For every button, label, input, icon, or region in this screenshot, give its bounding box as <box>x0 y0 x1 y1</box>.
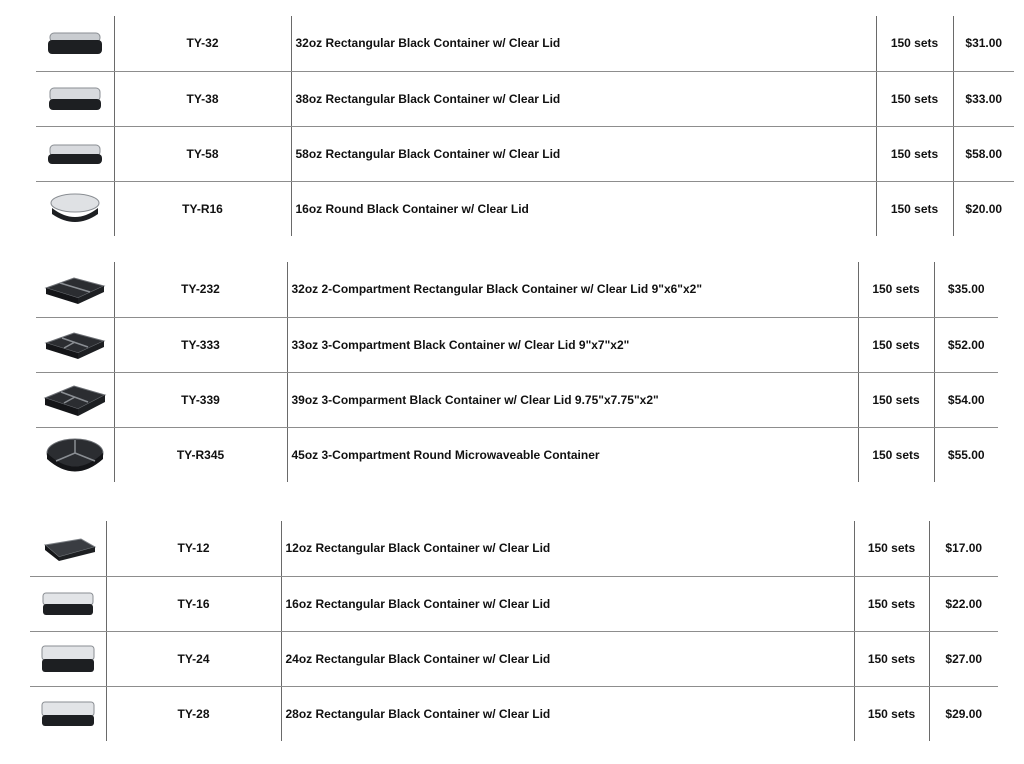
product-description: 32oz Rectangular Black Container w/ Clear Lid <box>291 16 876 71</box>
rect-container-icon <box>44 146 106 160</box>
table-row <box>30 631 998 686</box>
product-image-cell <box>36 71 114 126</box>
product-quantity: 150 sets <box>854 631 929 686</box>
rect-container-icon <box>44 91 106 105</box>
product-quantity: 150 sets <box>858 262 934 317</box>
table-row <box>36 181 1014 236</box>
product-description: 28oz Rectangular Black Container w/ Clear Lid <box>281 686 854 741</box>
product-image-cell <box>30 686 106 741</box>
product-code: TY-16 <box>106 576 281 631</box>
product-quantity: 150 sets <box>876 16 953 71</box>
product-price: $29.00 <box>929 686 998 741</box>
product-image-cell <box>36 427 114 482</box>
product-code: TY-232 <box>114 262 287 317</box>
product-price: $20.00 <box>953 181 1014 236</box>
product-quantity: 150 sets <box>858 317 934 372</box>
product-code: TY-12 <box>106 521 281 576</box>
rect-container-icon <box>44 35 106 49</box>
table-row <box>30 576 998 631</box>
table-row <box>36 262 998 317</box>
product-price: $27.00 <box>929 631 998 686</box>
product-image-cell <box>36 16 114 71</box>
round-compartment-container-icon <box>42 447 108 461</box>
product-quantity: 150 sets <box>854 686 929 741</box>
product-code: TY-38 <box>114 71 291 126</box>
product-table-1 <box>36 16 1014 236</box>
two-compartment-container-icon <box>42 281 108 295</box>
product-image-cell <box>30 521 106 576</box>
product-description: 16oz Round Black Container w/ Clear Lid <box>291 181 876 236</box>
product-price: $35.00 <box>934 262 998 317</box>
product-description: 39oz 3-Comparment Black Container w/ Clear Lid 9.75"x7.75"x2" <box>287 372 858 427</box>
product-image-cell <box>30 576 106 631</box>
product-code: TY-58 <box>114 126 291 181</box>
three-compartment-container-icon <box>42 337 108 351</box>
product-quantity: 150 sets <box>854 576 929 631</box>
product-image-cell <box>36 126 114 181</box>
round-container-icon <box>44 201 106 215</box>
product-price: $55.00 <box>934 427 998 482</box>
product-description: 12oz Rectangular Black Container w/ Clear Lid <box>281 521 854 576</box>
product-image-cell <box>36 262 114 317</box>
table-row <box>36 71 1014 126</box>
product-image-cell <box>36 372 114 427</box>
product-price: $54.00 <box>934 372 998 427</box>
product-description: 38oz Rectangular Black Container w/ Clear Lid <box>291 71 876 126</box>
product-code: TY-R16 <box>114 181 291 236</box>
product-price: $22.00 <box>929 576 998 631</box>
product-description: 16oz Rectangular Black Container w/ Clear Lid <box>281 576 854 631</box>
product-price: $17.00 <box>929 521 998 576</box>
product-quantity: 150 sets <box>876 181 953 236</box>
product-code: TY-R345 <box>114 427 287 482</box>
product-quantity: 150 sets <box>876 71 953 126</box>
table-row <box>36 372 998 427</box>
product-description: 32oz 2-Compartment Rectangular Black Container w/ Clear Lid 9"x6"x2" <box>287 262 858 317</box>
product-image-cell <box>30 631 106 686</box>
product-code: TY-28 <box>106 686 281 741</box>
product-price: $33.00 <box>953 71 1014 126</box>
product-table-2 <box>36 262 998 482</box>
three-compartment-container-icon <box>42 392 108 406</box>
table-row <box>36 317 998 372</box>
product-code: TY-24 <box>106 631 281 686</box>
rect-container-icon <box>37 706 99 720</box>
rect-container-icon <box>37 540 99 554</box>
table-row <box>30 521 998 576</box>
product-quantity: 150 sets <box>858 372 934 427</box>
product-quantity: 150 sets <box>858 427 934 482</box>
product-image-cell <box>36 317 114 372</box>
product-description: 45oz 3-Compartment Round Microwaveable Container <box>287 427 858 482</box>
table-row <box>36 126 1014 181</box>
product-price: $31.00 <box>953 16 1014 71</box>
product-code: TY-333 <box>114 317 287 372</box>
product-image-cell <box>36 181 114 236</box>
product-table-3 <box>30 521 998 741</box>
table-row <box>36 427 998 482</box>
product-description: 24oz Rectangular Black Container w/ Clear Lid <box>281 631 854 686</box>
product-description: 58oz Rectangular Black Container w/ Clear Lid <box>291 126 876 181</box>
product-quantity: 150 sets <box>876 126 953 181</box>
table-row <box>30 686 998 741</box>
product-code: TY-339 <box>114 372 287 427</box>
product-code: TY-32 <box>114 16 291 71</box>
product-description: 33oz 3-Compartment Black Container w/ Clear Lid 9"x7"x2" <box>287 317 858 372</box>
product-price: $58.00 <box>953 126 1014 181</box>
table-row <box>36 16 1014 71</box>
rect-container-icon <box>37 596 99 610</box>
product-price: $52.00 <box>934 317 998 372</box>
rect-container-icon <box>37 651 99 665</box>
product-quantity: 150 sets <box>854 521 929 576</box>
